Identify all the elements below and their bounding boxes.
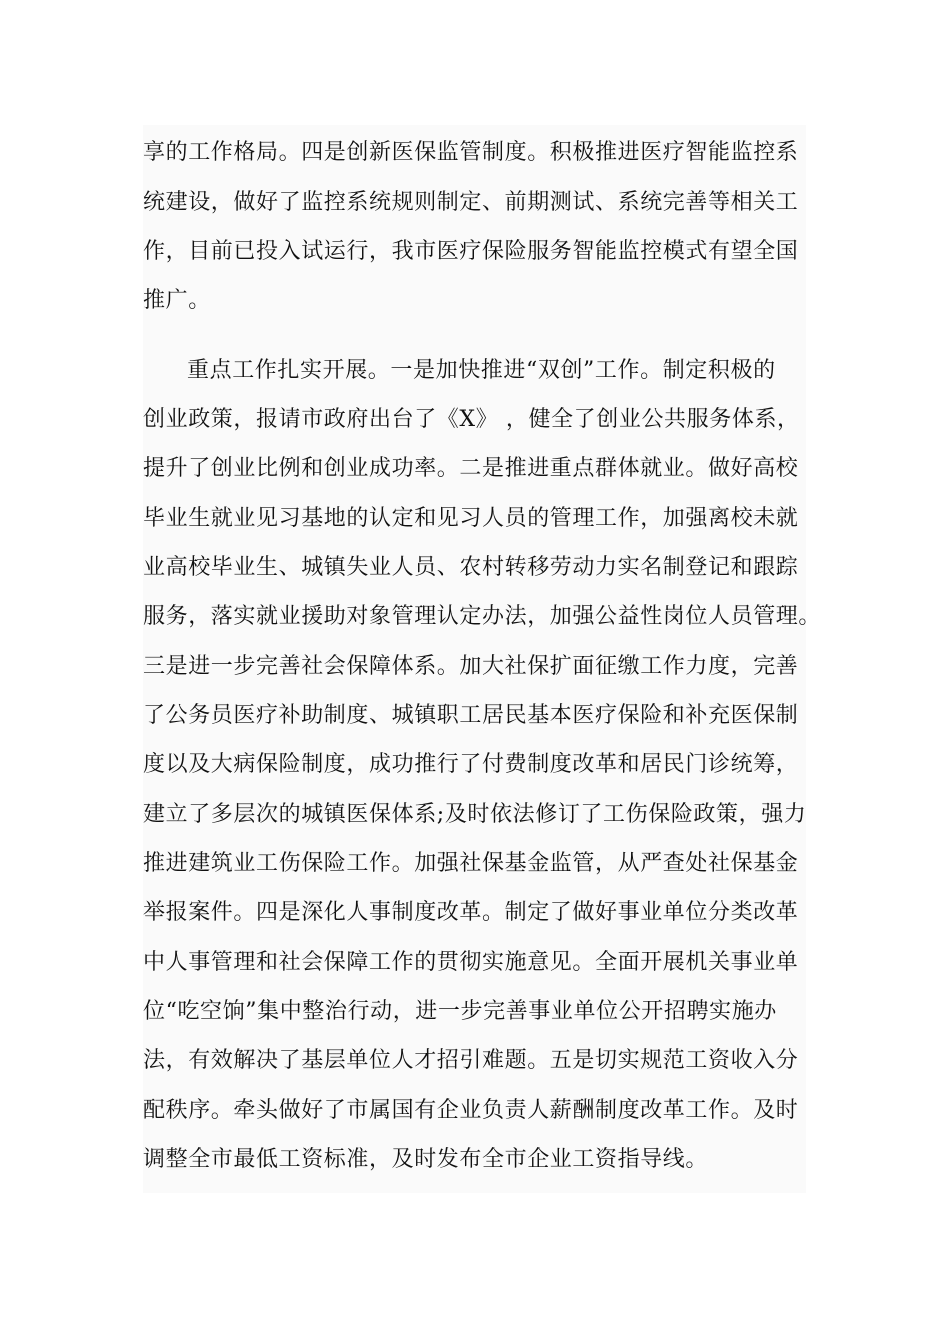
text-line: 享的工作格局。四是创新医保监管制度。积极推进医疗智能监控系 (143, 140, 799, 165)
document-text-block (143, 125, 822, 1193)
text-line: 创业政策，报请市政府出台了《X》 ，健全了创业公共服务体系， (143, 407, 800, 432)
text-line: 统建设，做好了监控系统规则制定、前期测试、系统完善等相关工 (143, 190, 799, 215)
text-line: 作，目前已投入试运行，我市医疗保险服务智能监控模式有望全国 (143, 239, 799, 264)
text-line: 毕业生就业见习基地的认定和见习人员的管理工作，加强离校未就 (143, 506, 799, 531)
text-line: 中人事管理和社会保障工作的贯彻实施意见。全面开展机关事业单 (143, 950, 799, 975)
text-line: 位“吃空饷”集中整治行动，进一步完善事业单位公开招聘实施办 (143, 999, 777, 1024)
text-line: 举报案件。四是深化人事制度改革。制定了做好事业单位分类改革 (143, 900, 799, 925)
text-line: 度以及大病保险制度，成功推行了付费制度改革和居民门诊统筹， (143, 752, 799, 777)
text-line: 三是进一步完善社会保障体系。加大社保扩面征缴工作力度，完善 (143, 654, 799, 679)
text-line: 法，有效解决了基层单位人才招引难题。五是切实规范工资收入分 (143, 1048, 799, 1073)
text-line: 调整全市最低工资标准，及时发布全市企业工资指导线。 (143, 1147, 709, 1172)
text-line: 建立了多层次的城镇医保体系;及时依法修订了工伤保险政策，强力 (143, 802, 807, 827)
text-line: 配秩序。牵头做好了市属国有企业负责人薪酬制度改革工作。及时 (143, 1098, 799, 1123)
text-line: 推广。 (143, 288, 211, 313)
text-line: 业高校毕业生、城镇失业人员、农村转移劳动力实名制登记和跟踪 (143, 555, 799, 580)
paragraph-first-line: 重点工作扎实开展。一是加快推进“双创”工作。制定积极的 (187, 358, 776, 383)
text-line: 服务，落实就业援助对象管理认定办法，加强公益性岗位人员管理。 (143, 604, 822, 629)
text-line: 提升了创业比例和创业成功率。二是推进重点群体就业。做好高校 (143, 456, 799, 481)
text-line: 推进建筑业工伤保险工作。加强社保基金监管，从严查处社保基金 (143, 851, 799, 876)
text-line: 了公务员医疗补助制度、城镇职工居民基本医疗保险和补充医保制 (143, 703, 799, 728)
